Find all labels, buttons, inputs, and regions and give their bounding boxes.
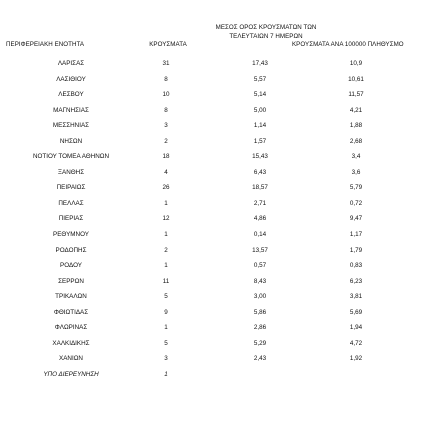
table-row xyxy=(0,87,422,103)
region-cell: ΝΗΣΩΝ xyxy=(59,137,83,145)
cases-cell: 5 xyxy=(164,339,168,347)
average-cell: 8,43 xyxy=(253,277,267,285)
table-row xyxy=(0,211,422,227)
cases-cell: 3 xyxy=(164,122,168,130)
average-cell: 5,86 xyxy=(253,308,267,316)
region-cell: ΝΟΤΙΟΥ ΤΟΜΕΑ ΑΘΗΝΩΝ xyxy=(32,153,110,161)
table-row xyxy=(0,367,422,383)
per-100k-cell: 3,81 xyxy=(349,293,363,301)
cases-cell: 4 xyxy=(164,168,168,176)
table-row xyxy=(0,196,422,212)
per-100k-cell: 4,21 xyxy=(349,106,363,114)
average-cell: 5,00 xyxy=(253,106,267,114)
average-cell: 3,00 xyxy=(253,293,267,301)
average-cell: 2,71 xyxy=(253,199,267,207)
region-cell: ΜΑΓΝΗΣΙΑΣ xyxy=(53,106,89,114)
average-cell: 0,57 xyxy=(253,262,267,270)
table-row xyxy=(0,305,422,321)
average-cell: 4,86 xyxy=(253,215,267,223)
average-cell: 6,43 xyxy=(253,168,267,176)
per-100k-cell: 9,47 xyxy=(349,215,363,223)
table-row xyxy=(0,118,422,134)
per-100k-cell: 1,94 xyxy=(349,324,363,332)
table-row xyxy=(0,72,422,88)
table-body xyxy=(0,56,422,382)
per-100k-cell: 5,79 xyxy=(349,184,363,192)
average-cell: 0,14 xyxy=(253,231,267,239)
average-cell: 5,29 xyxy=(253,339,267,347)
region-cell: ΛΕΣΒΟΥ xyxy=(58,91,84,99)
table-row xyxy=(0,274,422,290)
header-average-line-1: ΜΕΣΟΣ ΟΡΟΣ ΚΡΟΥΣΜΑΤΩΝ ΤΩΝ xyxy=(215,24,317,31)
cases-cell: 12 xyxy=(162,215,170,223)
average-cell: 1,57 xyxy=(253,137,267,145)
cases-cell: 9 xyxy=(164,308,168,316)
cases-cell: 2 xyxy=(164,137,168,145)
region-cell: ΣΕΡΡΩΝ xyxy=(58,277,84,285)
region-cell: ΤΡΙΚΑΛΩΝ xyxy=(55,293,87,301)
table-header xyxy=(0,22,422,52)
region-cell: ΠΕΙΡΑΙΩΣ xyxy=(56,184,86,192)
average-cell: 1,14 xyxy=(253,122,267,130)
average-cell: 5,57 xyxy=(253,75,267,83)
table-row xyxy=(0,56,422,72)
cases-cell: 11 xyxy=(162,277,170,285)
table-row xyxy=(0,103,422,119)
per-100k-cell: 0,83 xyxy=(349,262,363,270)
header-seven-day-average xyxy=(214,24,318,41)
cases-cell: 10 xyxy=(162,91,170,99)
cases-cell: 26 xyxy=(162,184,170,192)
cases-cell: 5 xyxy=(164,293,168,301)
per-100k-cell: 0,72 xyxy=(349,199,363,207)
region-cell: ΥΠΟ ΔΙΕΡΕΥΝΗΣΗ xyxy=(43,370,99,378)
cases-cell: 1 xyxy=(164,199,168,207)
header-cases: ΚΡΟΥΣΜΑΤΑ xyxy=(149,41,187,48)
region-cell: ΜΕΣΣΗΝΙΑΣ xyxy=(52,122,90,130)
region-cell: ΧΑΝΙΩΝ xyxy=(59,355,83,363)
per-100k-cell: 5,69 xyxy=(349,308,363,316)
per-100k-cell: 1,79 xyxy=(349,246,363,254)
average-cell: 18,57 xyxy=(252,184,268,192)
cases-cell: 1 xyxy=(164,231,168,239)
per-100k-cell: 10,9 xyxy=(349,60,363,67)
region-cell: ΞΑΝΘΗΣ xyxy=(57,168,85,176)
region-cell: ΠΙΕΡΙΑΣ xyxy=(58,215,84,223)
per-100k-cell: 2,68 xyxy=(349,137,363,145)
cases-cell: 8 xyxy=(164,75,168,83)
cases-cell: 1 xyxy=(164,370,168,378)
cases-cell: 8 xyxy=(164,106,168,114)
table-row xyxy=(0,180,422,196)
average-cell: 13,57 xyxy=(252,246,268,254)
table-row xyxy=(0,165,422,181)
per-100k-cell: 3,4 xyxy=(351,153,361,161)
average-cell: 17,43 xyxy=(252,60,268,67)
cases-cell: 1 xyxy=(164,324,168,332)
per-100k-cell: 11,57 xyxy=(348,91,364,99)
region-cell: ΛΑΡΙΣΑΣ xyxy=(57,60,85,67)
table-row xyxy=(0,289,422,305)
region-cell: ΦΘΙΩΤΙΔΑΣ xyxy=(53,308,89,316)
region-cell: ΠΕΛΛΑΣ xyxy=(58,199,84,207)
region-cell: ΡΟΔΟΠΗΣ xyxy=(55,246,87,254)
per-100k-cell: 10,61 xyxy=(348,75,364,83)
average-cell: 2,43 xyxy=(253,355,267,363)
region-cell: ΡΕΘΥΜΝΟΥ xyxy=(53,231,89,239)
per-100k-cell: 3,6 xyxy=(351,168,361,176)
cases-cell: 1 xyxy=(164,262,168,270)
per-100k-cell: 6,23 xyxy=(349,277,363,285)
per-100k-cell: 1,88 xyxy=(349,122,363,130)
table-row xyxy=(0,336,422,352)
region-cell: ΦΛΩΡΙΝΑΣ xyxy=(54,324,88,332)
cases-cell: 18 xyxy=(162,153,170,161)
table-row xyxy=(0,227,422,243)
per-100k-cell: 1,17 xyxy=(349,231,363,239)
per-100k-cell: 4,72 xyxy=(349,339,363,347)
table-row xyxy=(0,351,422,367)
cases-cell: 2 xyxy=(164,246,168,254)
region-cell: ΛΑΣΙΘΙΟΥ xyxy=(56,75,86,83)
per-100k-cell: 1,92 xyxy=(349,355,363,363)
table-row xyxy=(0,320,422,336)
header-cases-per-100k: ΚΡΟΥΣΜΑΤΑ ΑΝΑ 100000 ΠΛΗΘΥΣΜΟ xyxy=(292,41,404,48)
region-cell: ΡΟΔΟΥ xyxy=(60,262,82,270)
table-row xyxy=(0,258,422,274)
header-region: ΠΕΡΙΦΕΡΕΙΑΚΗ ΕΝΟΤΗΤΑ xyxy=(6,41,85,48)
table-row xyxy=(0,243,422,259)
average-cell: 15,43 xyxy=(252,153,268,161)
cases-cell: 31 xyxy=(162,60,170,67)
table-row xyxy=(0,134,422,150)
header-average-line-2: ΤΕΛΕΥΤΑΙΩΝ 7 ΗΜΕΡΩΝ xyxy=(229,32,303,40)
average-cell: 2,86 xyxy=(253,324,267,332)
cases-cell: 3 xyxy=(164,355,168,363)
average-cell: 5,14 xyxy=(253,91,267,99)
region-cell: ΧΑΛΚΙΔΙΚΗΣ xyxy=(52,339,90,347)
table-row xyxy=(0,149,422,165)
